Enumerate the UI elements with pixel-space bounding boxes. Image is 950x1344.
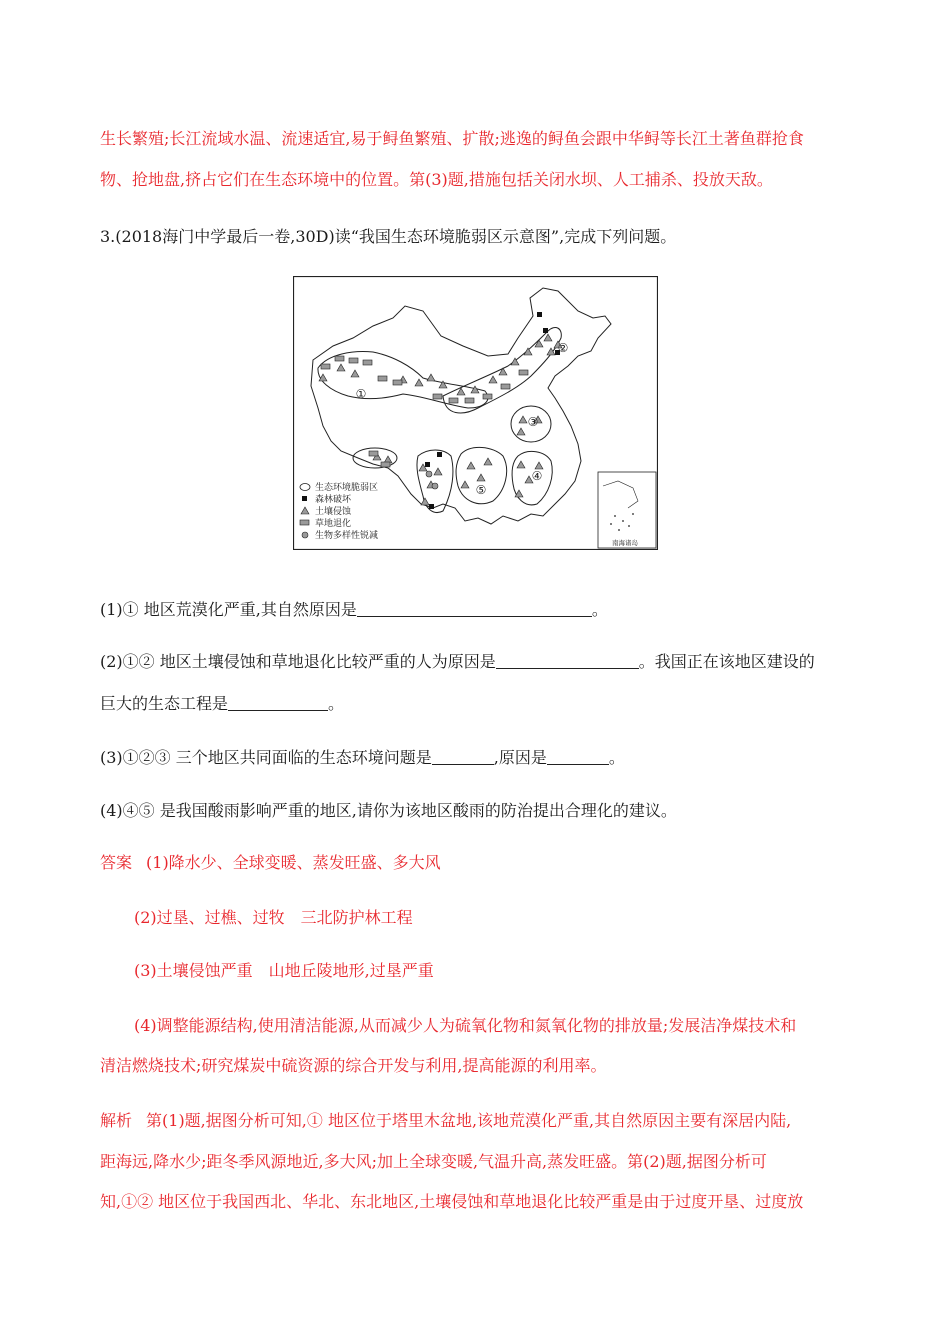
analysis-text-1: 第(1)题,据图分析可知,① 地区位于塔里木盆地,该地荒漠化严重,其自然原因主要有深居内陆, [146,1111,792,1130]
answer-3: (3)土壤侵蚀严重 山地丘陵地形,过垦严重 [134,961,434,980]
region-label-2: ② [557,341,569,355]
legend-forest-symbol [302,496,307,501]
question-1 [100,600,608,620]
region-label-1: ① [355,387,367,401]
legend-soil-label: 土壤侵蚀 [315,507,352,517]
analysis-line-2: 距海远,降水少;距冬季风源地近,多大风;加上全球变暖,气温升高,蒸发旺盛。第(2)题,据图分析可 [100,1152,767,1171]
q2-prefix: (2)①② 地区土壤侵蚀和草地退化比较严重的人为原因是 [100,652,496,671]
inset-label: 南海诸岛 [612,539,638,547]
q3-suffix: 。 [608,748,625,767]
answer-4-line-1: (4)调整能源结构,使用清洁能源,从而减少人为硫氧化物和氮氧化物的排放量;发展洁净煤技术和 [134,1016,797,1035]
answer-4-line-2: 清洁燃烧技术;研究煤炭中硫资源的综合开发与利用,提高能源的利用率。 [100,1056,607,1075]
q1-blank[interactable] [357,600,592,617]
q3-blank-2[interactable] [547,748,609,765]
answer-1: (1)降水少、全球变暖、蒸发旺盛、多大风 [146,853,441,872]
question-4: (4)④⑤ 是我国酸雨影响严重的地区,请你为该地区酸雨的防治提出合理化的建议。 [100,801,677,820]
q2-middle: 。我国正在该地区建设的 [638,652,815,671]
prev-analysis-line-1: 生长繁殖;长江流域水温、流速适宜,易于鲟鱼繁殖、扩散;逃逸的鲟鱼会跟中华鲟等长江土著鱼群抢食 [100,129,804,148]
eco-fragile-map [293,276,658,550]
q2-line2-suffix: 。 [328,694,345,713]
q2-line2-prefix: 巨大的生态工程是 [100,694,229,713]
legend-bio-symbol [302,532,308,538]
analysis-line-1 [100,1111,791,1131]
q2-blank-2[interactable] [228,694,328,711]
answer-label: 答案 [100,853,133,872]
q3-middle: ,原因是 [493,748,547,767]
q2-blank-1[interactable] [496,652,639,669]
question-stem: 3.(2018海门中学最后一卷,30D)读“我国生态环境脆弱区示意图”,完成下列问题。 [100,227,677,246]
region-label-4: ④ [531,469,543,483]
region-label-5: ⑤ [475,483,487,497]
legend-grass-symbol [300,520,309,525]
question-2-line-2 [100,694,344,714]
legend-grass-label: 草地退化 [315,519,352,529]
q3-blank-1[interactable] [432,748,494,765]
answer-line-1 [100,853,441,873]
region-label-3: ③ [527,415,539,429]
legend-fragile-label: 生态环境脆弱区 [315,483,379,493]
analysis-label: 解析 [100,1111,133,1130]
answer-2: (2)过垦、过樵、过牧 三北防护林工程 [134,908,413,927]
legend-forest-label: 森林破坏 [315,495,352,505]
q1-suffix: 。 [591,600,608,619]
legend-bio-label: 生物多样性锐减 [315,531,379,541]
question-3 [100,748,625,768]
q3-prefix: (3)①②③ 三个地区共同面临的生态环境问题是 [100,748,432,767]
question-2-line-1 [100,652,815,672]
q1-prefix: (1)① 地区荒漠化严重,其自然原因是 [100,600,357,619]
analysis-line-3: 知,①② 地区位于我国西北、华北、东北地区,土壤侵蚀和草地退化比较严重是由于过度开垦、过度放 [100,1192,804,1211]
prev-analysis-line-2: 物、抢地盘,挤占它们在生态环境中的位置。第(3)题,措施包括关闭水坝、人工捕杀、投放天敌。 [100,170,773,189]
